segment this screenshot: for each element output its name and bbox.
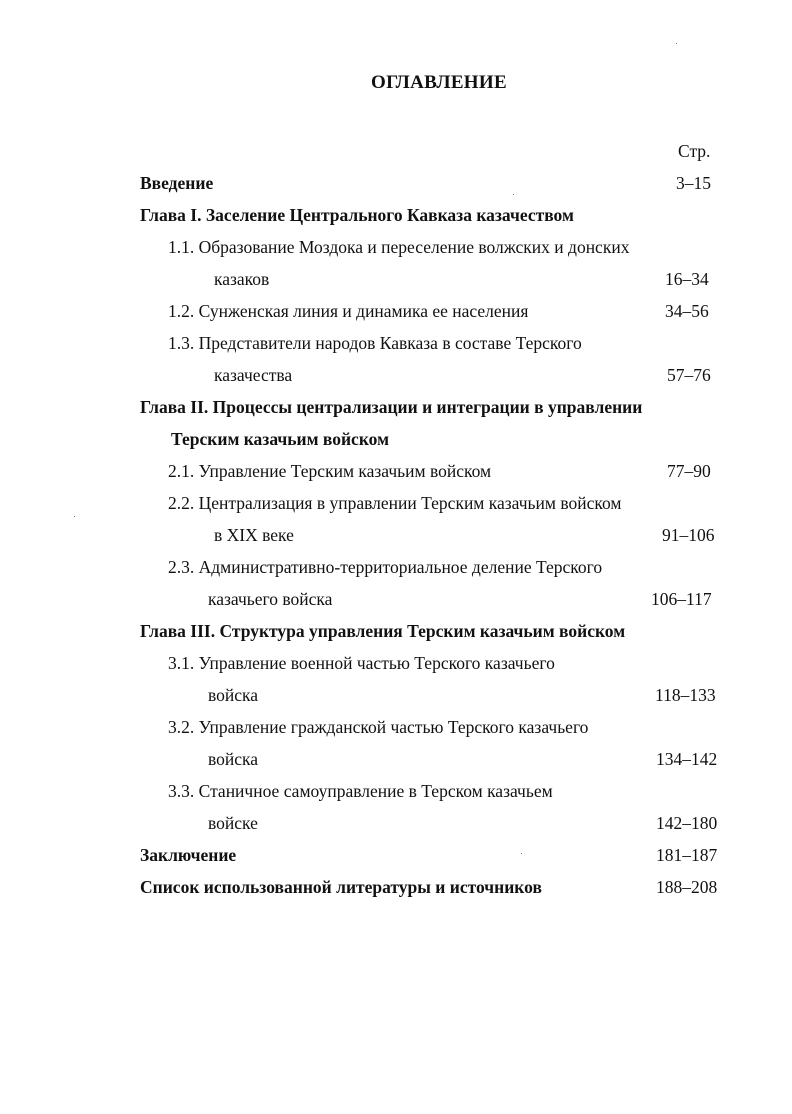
toc-pages-section-3-3: 142–180	[656, 813, 718, 833]
scan-speck	[74, 516, 75, 517]
toc-entry-section-2-2: 2.2. Централизация в управлении Терским казачьим войском	[168, 493, 622, 513]
toc-entry-section-1-1: 1.1. Образование Моздока и переселение волжских и донских	[168, 237, 630, 257]
toc-pages-bibliography: 188–208	[656, 877, 718, 897]
toc-entry-section-1-3: 1.3. Представители народов Кавказа в составе Терского	[168, 333, 582, 353]
toc-entry-section-3-3-cont: войске	[208, 813, 258, 833]
toc-entry-chapter-1: Глава I. Заселение Центрального Кавказа казачеством	[140, 205, 574, 225]
toc-entry-chapter-3: Глава III. Структура управления Терским казачьим войском	[140, 621, 626, 641]
toc-entry-section-3-3: 3.3. Станичное самоуправление в Терском казачьем	[168, 781, 553, 801]
scan-speck	[513, 194, 514, 195]
toc-pages-intro: 3–15	[676, 173, 711, 193]
toc-entry-section-2-3-cont: казачьего войска	[208, 589, 333, 609]
scan-speck	[521, 853, 522, 854]
toc-entry-section-1-2: 1.2. Сунженская линия и динамика ее населения	[168, 301, 529, 321]
toc-pages-section-2-3: 106–117	[651, 589, 712, 609]
toc-pages-section-1-2: 34–56	[665, 301, 709, 321]
toc-entry-section-1-3-cont: казачества	[214, 365, 293, 385]
toc-entry-conclusion: Заключение	[140, 845, 237, 865]
toc-pages-section-1-1: 16–34	[665, 269, 709, 289]
toc-pages-conclusion: 181–187	[656, 845, 718, 865]
toc-pages-section-1-3: 57–76	[667, 365, 711, 385]
toc-entry-bibliography: Список использованной литературы и источников	[140, 877, 542, 897]
toc-entry-section-2-2-cont: в XIX веке	[214, 525, 294, 545]
toc-entry-section-3-2-cont: войска	[208, 749, 259, 769]
scan-speck	[676, 43, 677, 44]
toc-entry-section-2-3: 2.3. Административно-территориальное деление Терского	[168, 557, 603, 577]
toc-entry-section-3-1: 3.1. Управление военной частью Терского казачьего	[168, 653, 555, 673]
toc-entry-section-3-1-cont: войска	[208, 685, 259, 705]
toc-entry-section-2-1: 2.1. Управление Терским казачьим войском	[168, 461, 492, 481]
page-column-header: Стр.	[678, 141, 711, 161]
toc-entry-section-1-1-cont: казаков	[214, 269, 270, 289]
toc-pages-section-2-1: 77–90	[667, 461, 711, 481]
toc-entry-section-3-2: 3.2. Управление гражданской частью Терского казачьего	[168, 717, 589, 737]
toc-entry-intro: Введение	[140, 173, 214, 193]
toc-entry-chapter-2: Глава II. Процессы централизации и интеграции в управлении	[140, 397, 643, 417]
toc-pages-section-2-2: 91–106	[662, 525, 715, 545]
toc-pages-section-3-2: 134–142	[656, 749, 718, 769]
toc-entry-chapter-2-cont: Терским казачьим войском	[171, 429, 390, 449]
toc-pages-section-3-1: 118–133	[655, 685, 716, 705]
page-title: ОГЛАВЛЕНИЕ	[371, 72, 507, 93]
